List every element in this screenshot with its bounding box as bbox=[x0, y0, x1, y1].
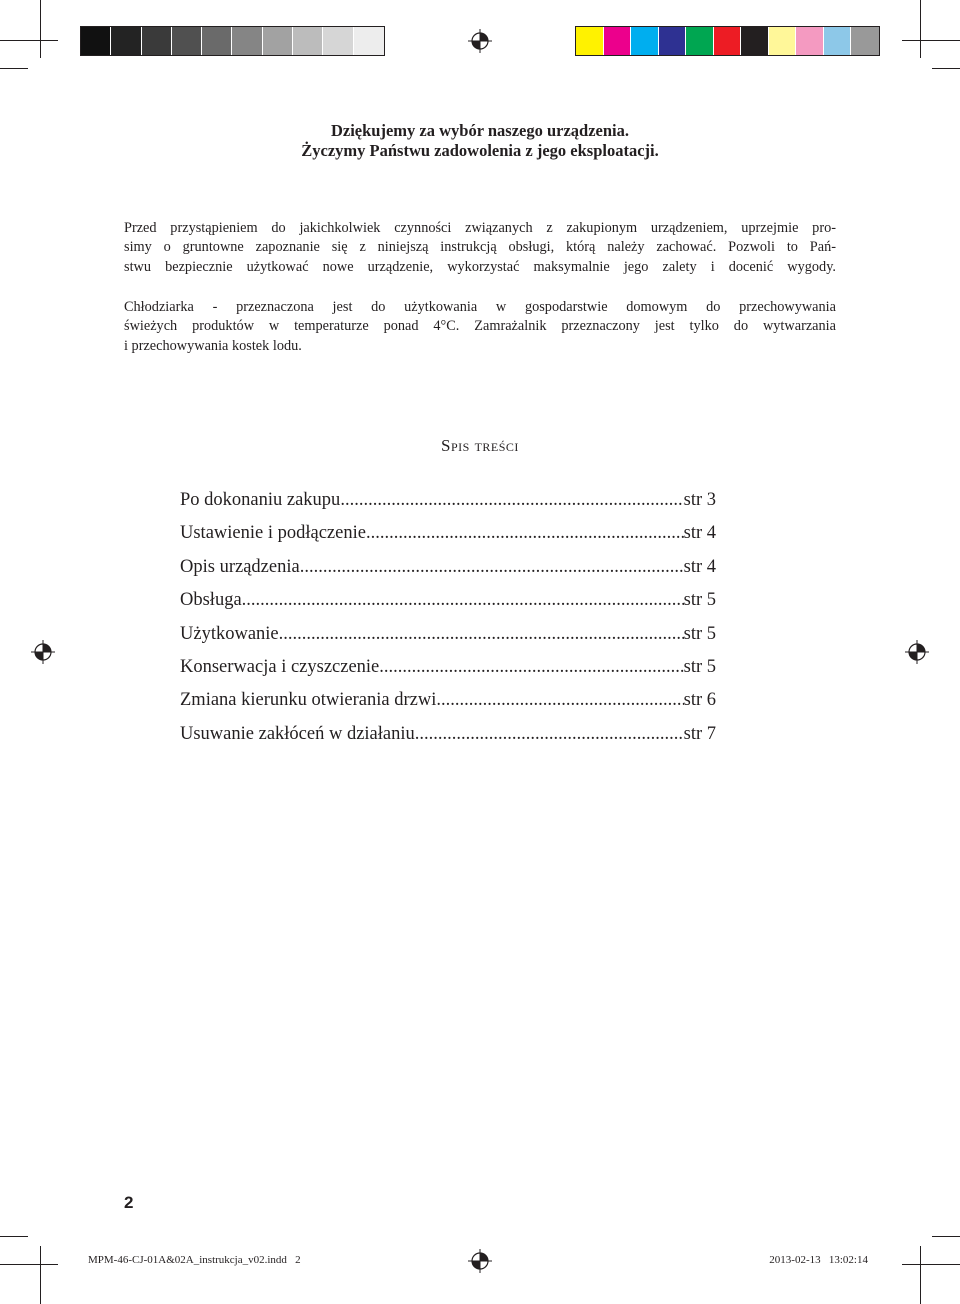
crop-mark bbox=[932, 68, 960, 69]
toc-leader bbox=[436, 690, 683, 711]
toc-item-label: Konserwacja i czyszczenie bbox=[180, 656, 380, 677]
page-number: 2 bbox=[124, 1193, 134, 1212]
toc-leader bbox=[379, 657, 683, 678]
paragraph-line: świeżych produktów w temperaturze ponad 4°C. Zamrażalnik przeznaczony jest tylko do wytwarzania bbox=[124, 318, 836, 335]
crop-mark bbox=[932, 1236, 960, 1237]
crop-mark bbox=[920, 1246, 921, 1304]
color-swatch bbox=[824, 27, 852, 55]
toc-leader bbox=[415, 724, 684, 745]
crop-mark bbox=[40, 1246, 41, 1304]
process-color-bar bbox=[575, 26, 880, 56]
color-swatch bbox=[354, 27, 384, 55]
color-swatch bbox=[714, 27, 742, 55]
toc-item-page: str 5 bbox=[683, 590, 716, 611]
toc-item[interactable] bbox=[180, 490, 716, 523]
registration-mark-icon bbox=[468, 1249, 492, 1273]
color-swatch bbox=[769, 27, 797, 55]
toc-item-page: str 5 bbox=[683, 623, 716, 644]
color-swatch bbox=[796, 27, 824, 55]
paragraph-line: Chłodziarka - przeznaczona jest do użytkowania w gospodarstwie domowym do przechowywania bbox=[124, 299, 836, 315]
color-swatch bbox=[232, 27, 262, 55]
toc-leader bbox=[340, 490, 683, 511]
color-swatch bbox=[293, 27, 323, 55]
crop-mark bbox=[920, 0, 921, 58]
toc-item-label: Usuwanie zakłóceń w działaniu bbox=[180, 723, 415, 744]
heading-line: Dziękujemy za wybór naszego urządzenia. bbox=[330, 121, 630, 140]
paragraph-line: Przed przystąpieniem do jakichkolwiek czynności związanych z zakupionym urządzeniem, uprzejmie pro- bbox=[124, 220, 836, 236]
toc-leader bbox=[366, 523, 684, 544]
color-swatch bbox=[111, 27, 141, 55]
toc-item-label: Obsługa bbox=[180, 590, 242, 611]
crop-mark bbox=[0, 1236, 28, 1237]
color-swatch bbox=[323, 27, 353, 55]
welcome-heading bbox=[0, 121, 960, 161]
color-swatch bbox=[263, 27, 293, 55]
color-swatch bbox=[172, 27, 202, 55]
registration-mark-icon bbox=[468, 29, 492, 53]
toc-item[interactable] bbox=[180, 523, 716, 556]
slug-timestamp: 2013-02-13 13:02:14 bbox=[769, 1254, 868, 1266]
color-swatch bbox=[631, 27, 659, 55]
crop-mark bbox=[40, 0, 41, 58]
toc-item-label: Użytkowanie bbox=[180, 623, 279, 644]
color-swatch bbox=[576, 27, 604, 55]
toc-item[interactable] bbox=[180, 724, 716, 757]
toc-item[interactable] bbox=[180, 690, 716, 723]
color-swatch bbox=[142, 27, 172, 55]
usage-paragraph bbox=[124, 298, 836, 356]
toc-item-page: str 5 bbox=[683, 656, 716, 677]
heading-line: Życzymy Państwu zadowolenia z jego eksploatacji. bbox=[301, 141, 659, 160]
toc-item[interactable] bbox=[180, 624, 716, 657]
crop-mark bbox=[902, 1264, 960, 1265]
toc-item[interactable] bbox=[180, 557, 716, 590]
intro-paragraph bbox=[124, 219, 836, 277]
crop-mark bbox=[0, 40, 58, 41]
toc-item-label: Zmiana kierunku otwierania drzwi bbox=[180, 690, 437, 711]
toc-item-page: str 4 bbox=[683, 556, 716, 577]
toc-item[interactable] bbox=[180, 657, 716, 690]
toc-item-page: str 7 bbox=[683, 723, 716, 744]
color-swatch bbox=[81, 27, 111, 55]
toc-leader bbox=[242, 590, 684, 611]
color-swatch bbox=[604, 27, 632, 55]
registration-mark-icon bbox=[905, 640, 929, 664]
toc-leader bbox=[279, 624, 684, 645]
toc-item-label: Opis urządzenia bbox=[180, 556, 300, 577]
color-swatch bbox=[686, 27, 714, 55]
toc-title: Spis treści bbox=[441, 436, 519, 455]
paragraph-line: i przechowywania kostek lodu. bbox=[124, 337, 302, 354]
toc-item-label: Po dokonaniu zakupu bbox=[180, 490, 341, 510]
registration-mark-icon bbox=[31, 640, 55, 664]
color-swatch bbox=[659, 27, 687, 55]
toc-item[interactable] bbox=[180, 590, 716, 623]
color-swatch bbox=[202, 27, 232, 55]
color-swatch bbox=[851, 27, 879, 55]
crop-mark bbox=[0, 68, 28, 69]
toc-item-page: str 3 bbox=[683, 490, 716, 510]
paragraph-line: simy o gruntowne zapoznanie się z niniejszą instrukcją obsługi, którą należy zachować. Pozwoli to Pań- bbox=[124, 239, 836, 256]
table-of-contents bbox=[180, 490, 716, 757]
crop-mark bbox=[0, 1264, 58, 1265]
toc-leader bbox=[300, 557, 684, 578]
crop-mark bbox=[902, 40, 960, 41]
slug-filename: MPM-46-CJ-01A&02A_instrukcja_v02.indd 2 bbox=[88, 1254, 301, 1266]
toc-item-page: str 4 bbox=[683, 523, 716, 544]
toc-item-page: str 6 bbox=[683, 690, 716, 711]
grayscale-color-bar bbox=[80, 26, 385, 56]
color-swatch bbox=[741, 27, 769, 55]
paragraph-line: stwu bezpiecznie użytkować nowe urządzenie, wykorzystać maksymalnie jego zalety i docenić wygody. bbox=[124, 258, 836, 275]
toc-item-label: Ustawienie i podłączenie bbox=[180, 523, 366, 544]
